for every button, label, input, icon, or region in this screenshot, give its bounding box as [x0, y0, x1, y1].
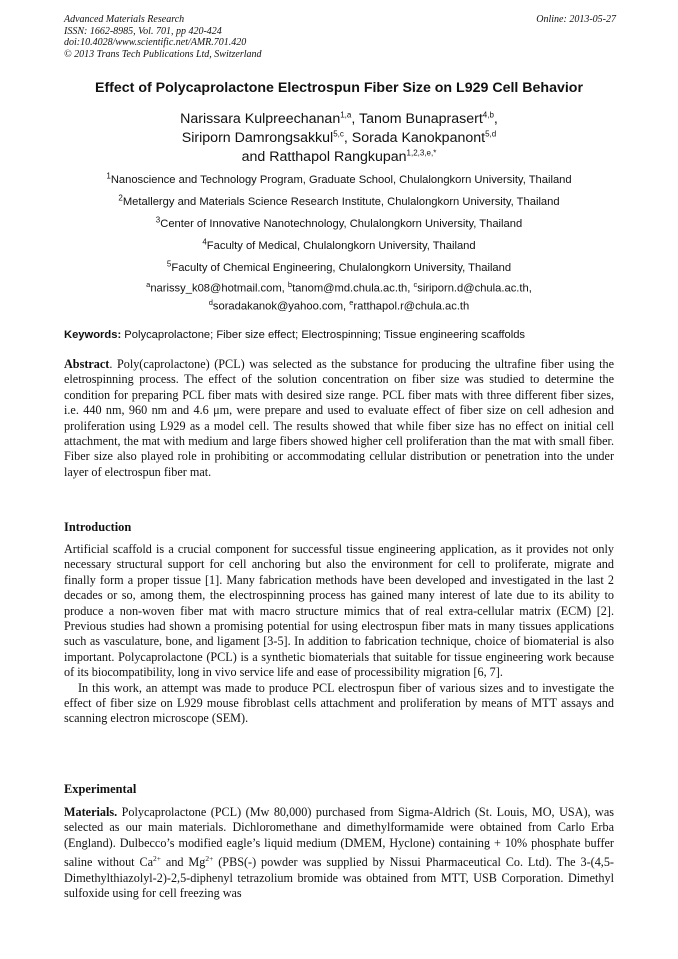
running-header [64, 14, 616, 60]
affiliation-sup: 4 [202, 237, 207, 247]
email-line-1 [0, 278, 678, 296]
introduction-heading: Introduction [64, 520, 132, 534]
paragraph: Artificial scaffold is a crucial component for successful tissue engineering application, as it provides not only necessary structural support for cell anchoring but also the environment for cell to proliferate, migrate and finally form a proper tissue [1]. Many fabrication methods have been developed and investigated in the last 2 decades or so, among them, the electrospinning process has gained many interest of late due to its ability to produce a non-woven fiber mat with macro structure mimics that of real extra-cellular matrix (ECM) [2]. Previous studies had shown a promising potential for using electrospun fiber mats in many tissues applications such as vasculature, bone, and ligament [3-5]. In addition to fabrication technique, choice of biomaterial is also important. Polycaprolactone (PCL) is a synthetic biomaterials that suitable for tissue engineering work because of its biocompatibility, long in vivo service life and ease of processibility migration [6, 7]. [64, 542, 614, 680]
affiliation-item [0, 172, 678, 194]
introduction-body [64, 542, 614, 727]
materials-text: and Mg [161, 855, 206, 870]
author-affil-sup: 4,b [482, 110, 494, 120]
experimental-heading: Experimental [64, 782, 137, 796]
doi-line: doi:10.4028/www.scientific.net/AMR.701.420 [64, 37, 247, 48]
author-name: , Tanom Bunaprasert [351, 111, 483, 127]
materials-text: Polycaprolactone (PCL) (Mw 80,000) purchased from Sigma-Aldrich (St. Louis, MO, USA), was selected as our main materials. Dichloromethane and dimethylformamide were obtained from Carlo Erba (England). Dulbecco’s modified eagle’s liquid medium (DMEM, Hyclone) containing + 10% phosphate buffer saline without Ca [64, 805, 614, 870]
abstract-text: . Poly(caprolactone) (PCL) was selected as the substance for producing the ultrafine fiber using the eletrospinning process. The effect of the solution concentration on fiber size was studied to determine the condition for preparing PCL fiber mats with desired size range. PCL fiber mats with three different fiber sizes, i.e. 440 nm, 960 nm and 4.6 μm, were prepare and used to evaluate effect of fiber size on cell adhesion and proliferation using L929 as a model cell. The results showed that while fiber size has no effect on initial cell attachment, the mat with medium and large fibers showed higher cell proliferation than the mat with small fiber. Fiber size also played role in prohibiting or accommodating cellular distribution or penetration into the under layer of electrospun fiber mat. [64, 357, 614, 479]
author-affil-sup: 1,2,3,e,* [406, 148, 437, 158]
keywords-text: Polycaprolactone; Fiber size effect; Electrospinning; Tissue engineering scaffolds [121, 329, 526, 341]
affiliation-sup: 2 [118, 193, 123, 203]
author-name: Siriporn Damrongsakkul [181, 130, 334, 146]
abstract [64, 357, 614, 480]
abstract-label: Abstract [64, 357, 110, 371]
affiliation-text: Metallergy and Materials Science Research Institute, Chulalongkorn University, Thailand [122, 196, 560, 208]
issn-line: ISSN: 1662-8985, Vol. 701, pp 420-424 [64, 25, 222, 37]
materials-text: (PBS(-) powder was supplied by Nissui Pharmaceutical Co. Ltd). The 3-(4,5-Dimethylthiazolyl-2)-2,5-diphenyl tetrazolium bromide was obtained from MTT, USB Corporation. Dimethyl sulfoxide using for cell freezing was [64, 855, 614, 901]
email-link[interactable]: narissy_k08@hotmail.com, [150, 282, 288, 295]
superscript: 2+ [205, 854, 214, 864]
author-affil-sup: 5,c [333, 129, 344, 139]
email-link[interactable]: ratthapol.r@chula.ac.th [353, 300, 470, 313]
journal-name: Advanced Materials Research [64, 14, 185, 25]
paper-title: Effect of Polycaprolactone Electrospun Fiber Size on L929 Cell Behavior [94, 80, 583, 96]
email-sup: b [287, 280, 293, 289]
affiliation-text: Center of Innovative Nanotechnology, Chulalongkorn University, Thailand [160, 218, 523, 230]
affiliation-sup: 3 [155, 215, 161, 225]
author-list [0, 110, 678, 167]
author-name: and Ratthapol Rangkupan [241, 149, 407, 165]
author-name: , Sorada Kanokpanont [343, 130, 486, 146]
email-sup: a [146, 280, 151, 289]
email-sup: d [208, 297, 213, 307]
email-link[interactable]: soradakanok@yahoo.com, [212, 300, 350, 313]
affiliation-text: Faculty of Medical, Chulalongkorn University, Thailand [206, 240, 476, 252]
email-link[interactable]: siriporn.d@chula.ac.th, [417, 282, 532, 295]
affiliation-sup: 1 [106, 171, 111, 181]
author-line-3 [0, 148, 678, 167]
copyright-line: © 2013 Trans Tech Publications Ltd, Switzerland [64, 48, 262, 60]
online-date: Online: 2013-05-27 [536, 14, 616, 25]
affiliation-item [0, 238, 678, 260]
keywords [64, 329, 624, 341]
author-affil-sup: 5,d [485, 129, 497, 139]
author-line-2 [0, 129, 678, 148]
affiliation-sup: 5 [166, 259, 172, 269]
email-sup: c [413, 280, 418, 289]
email-sup: e [349, 297, 354, 307]
author-line-1 [0, 110, 678, 129]
author-affil-sup: 1,a [340, 110, 352, 120]
affiliation-item [0, 194, 678, 216]
author-emails [0, 278, 678, 313]
materials-label: Materials. [64, 805, 118, 819]
affiliation-text: Faculty of Chemical Engineering, Chulalongkorn University, Thailand [171, 262, 512, 274]
experimental-body [64, 805, 614, 902]
affiliation-item [0, 216, 678, 238]
affiliation-text: Nanoscience and Technology Program, Graduate School, Chulalongkorn University, Thailand [110, 174, 572, 186]
email-link[interactable]: tanom@md.chula.ac.th, [292, 282, 414, 295]
superscript: 2+ [153, 854, 161, 864]
author-separator: , [493, 111, 498, 127]
paragraph [64, 805, 614, 902]
email-line-2 [0, 296, 678, 314]
paragraph: In this work, an attempt was made to produce PCL electrospun fiber of various sizes and to investigate the effect of fiber size on L929 mouse fibroblast cells attachment and proliferation by means of MTT assays and scanning electron microscope (SEM). [64, 680, 614, 726]
affiliation-list [0, 172, 678, 282]
keywords-label: Keywords: [64, 329, 122, 341]
author-name: Narissara Kulpreechanan [180, 111, 341, 127]
